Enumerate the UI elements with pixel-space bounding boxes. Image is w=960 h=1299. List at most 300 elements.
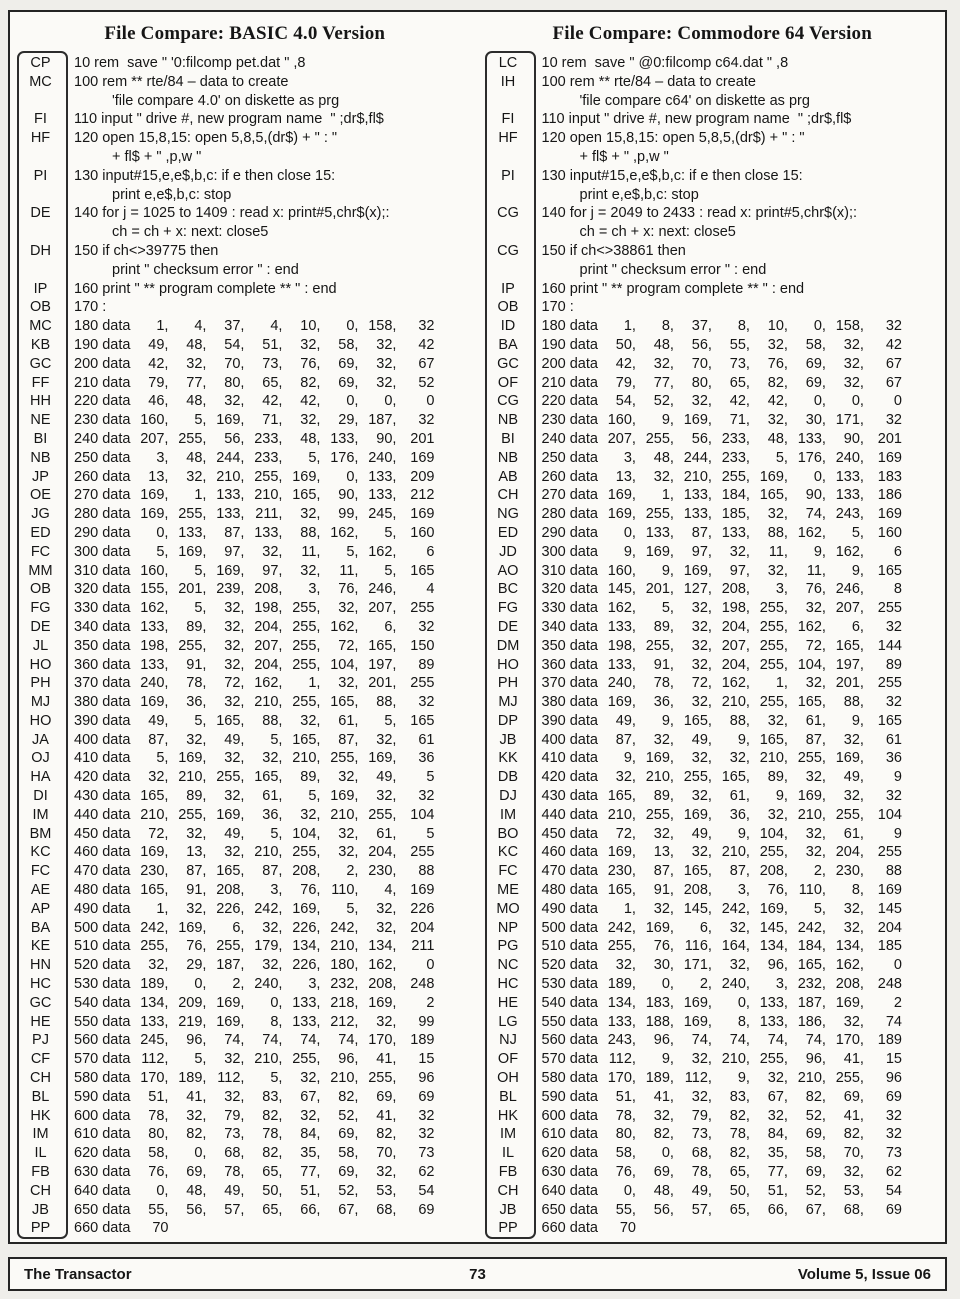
data-value: 32, <box>767 412 788 429</box>
data-line <box>14 1219 476 1238</box>
data-line <box>14 1031 476 1050</box>
data-value: 32, <box>262 919 283 936</box>
data-line-label: 410 data <box>74 750 131 767</box>
data-value: 32, <box>262 543 283 560</box>
data-line <box>482 392 944 411</box>
data-value: 210, <box>330 1070 359 1087</box>
checksum-code: FF <box>31 374 50 391</box>
data-value: 96, <box>186 1032 207 1049</box>
data-value: 89 <box>418 656 435 673</box>
code-text: 150 if ch<>38861 then <box>541 242 686 259</box>
checksum-code: IM <box>499 806 517 823</box>
checksum-code: HC <box>30 976 51 993</box>
data-value: 0, <box>813 318 826 335</box>
data-value: 104, <box>330 656 359 673</box>
data-value: 32, <box>300 562 321 579</box>
data-value: 76, <box>615 1164 636 1181</box>
data-value: 165 <box>877 712 902 729</box>
code-line <box>482 129 944 148</box>
data-value: 88, <box>729 712 750 729</box>
data-value: 3, <box>737 882 750 899</box>
data-line-label: 640 data <box>541 1182 598 1199</box>
data-line-label: 290 data <box>541 524 598 541</box>
data-value: 41, <box>376 1107 397 1124</box>
data-line-label: 620 data <box>541 1145 598 1162</box>
data-value: 245, <box>368 506 397 523</box>
code-line <box>482 280 944 299</box>
data-value: 32, <box>691 844 712 861</box>
data-line <box>14 994 476 1013</box>
data-value: 32, <box>300 712 321 729</box>
data-value: 87, <box>148 731 169 748</box>
data-line <box>14 1050 476 1069</box>
data-line-label: 450 data <box>74 825 131 842</box>
data-line-label: 550 data <box>74 1013 131 1030</box>
data-value: 70, <box>691 355 712 372</box>
data-value: 169, <box>140 487 169 504</box>
data-line-label: 490 data <box>74 900 131 917</box>
data-value: 32, <box>653 355 674 372</box>
data-value: 54 <box>418 1182 435 1199</box>
code-line <box>14 110 476 129</box>
data-value: 208, <box>721 581 750 598</box>
data-value: 5, <box>384 712 397 729</box>
data-value: 71, <box>262 412 283 429</box>
checksum-code: ME <box>497 882 519 899</box>
data-value: 207, <box>835 600 864 617</box>
data-value: 1, <box>623 318 636 335</box>
data-value: 32, <box>767 336 788 353</box>
code-continuation-line <box>14 148 476 167</box>
data-line <box>482 712 944 731</box>
data-value: 1, <box>156 318 169 335</box>
data-value: 255, <box>759 600 788 617</box>
code-line <box>14 129 476 148</box>
data-value: 77, <box>653 374 674 391</box>
data-value: 133, <box>330 430 359 447</box>
data-value: 76, <box>186 938 207 955</box>
data-value: 110, <box>798 882 826 899</box>
data-value: 5, <box>813 900 826 917</box>
data-value: 9, <box>661 412 674 429</box>
data-value: 210, <box>797 1070 826 1087</box>
data-value: 32, <box>653 731 674 748</box>
data-value: 32, <box>729 750 750 767</box>
data-value: 54, <box>224 336 245 353</box>
data-value: 255, <box>140 938 169 955</box>
data-value: 255, <box>178 806 207 823</box>
data-value: 10, <box>767 318 788 335</box>
data-value: 56, <box>653 1201 674 1218</box>
checksum-code <box>17 261 64 280</box>
data-value: 104 <box>877 806 902 823</box>
data-value: 49, <box>224 1182 245 1199</box>
data-value: 69 <box>418 1201 435 1218</box>
data-value: 69, <box>805 374 826 391</box>
data-line-label: 290 data <box>74 524 131 541</box>
data-value: 165, <box>683 712 712 729</box>
data-value: 87, <box>615 731 636 748</box>
data-value: 160, <box>607 412 636 429</box>
checksum-code: BM <box>29 825 52 842</box>
data-value: 69, <box>843 1088 864 1105</box>
data-value: 255, <box>759 694 788 711</box>
code-text: 160 print " ** program complete ** " : end <box>74 280 337 297</box>
data-value: 51, <box>148 1088 169 1105</box>
data-line-label: 650 data <box>541 1201 598 1218</box>
data-value: 67 <box>885 374 902 391</box>
data-value: 5, <box>194 600 207 617</box>
data-value: 183, <box>645 994 674 1011</box>
data-line <box>482 1013 944 1032</box>
data-value: 49, <box>691 825 712 842</box>
data-value: 32, <box>186 355 207 372</box>
data-value: 88 <box>418 863 435 880</box>
code-text: 120 open 15,8,15: open 5,8,5,(dr$) + " : " <box>74 130 338 147</box>
data-value: 32 <box>885 788 902 805</box>
code-line <box>482 298 944 317</box>
data-value: 145, <box>607 581 636 598</box>
data-value: 204, <box>254 656 283 673</box>
data-value: 169 <box>410 882 435 899</box>
checksum-code: AO <box>497 562 519 579</box>
data-value: 0, <box>813 393 826 410</box>
code-continuation-line <box>482 261 944 280</box>
data-line <box>482 994 944 1013</box>
checksum-code: DE <box>497 618 519 635</box>
checksum-code: IP <box>501 280 515 297</box>
data-value: 5 <box>426 769 435 786</box>
data-value: 51, <box>262 336 283 353</box>
data-value: 78, <box>729 1126 750 1143</box>
data-value: 58, <box>148 1145 169 1162</box>
data-value: 255, <box>759 618 788 635</box>
data-value: 180, <box>330 957 359 974</box>
data-value: 165, <box>254 769 283 786</box>
data-line-label: 230 data <box>541 412 598 429</box>
checksum-code: PI <box>33 167 48 184</box>
data-value: 169, <box>216 1013 245 1030</box>
data-line-label: 270 data <box>74 487 131 504</box>
data-line <box>482 900 944 919</box>
data-line-label: 420 data <box>74 769 131 786</box>
code-text: ch = ch + x: next: close5 <box>579 224 736 241</box>
data-line <box>482 468 944 487</box>
data-value: 240, <box>835 449 864 466</box>
checksum-code: OF <box>497 374 519 391</box>
data-value: 2 <box>893 994 902 1011</box>
data-value: 9, <box>737 731 750 748</box>
data-value: 82, <box>338 1088 359 1105</box>
data-value: 169, <box>683 806 712 823</box>
data-value: 68, <box>376 1201 397 1218</box>
data-value: 97, <box>729 562 750 579</box>
listing-title: File Compare: Commodore 64 Version <box>552 23 873 44</box>
data-value: 11, <box>768 543 788 560</box>
data-value: 74 <box>885 1013 902 1030</box>
data-value: 69, <box>805 1164 826 1181</box>
data-line-label: 480 data <box>74 882 131 899</box>
data-value: 162, <box>330 618 359 635</box>
data-value: 70, <box>843 1145 864 1162</box>
data-line-label: 200 data <box>74 355 131 372</box>
data-line <box>482 336 944 355</box>
data-value: 185, <box>721 506 750 523</box>
data-value: 48, <box>186 393 207 410</box>
data-value: 49, <box>148 336 169 353</box>
data-value: 255 <box>410 844 435 861</box>
data-value: 169, <box>683 994 712 1011</box>
data-value: 78, <box>148 1107 169 1124</box>
checksum-code: CP <box>30 55 51 71</box>
data-line-label: 390 data <box>541 712 598 729</box>
data-line <box>14 1013 476 1032</box>
data-value: 5, <box>661 600 674 617</box>
data-value: 32, <box>691 637 712 654</box>
data-value: 162, <box>607 600 636 617</box>
data-value: 4, <box>384 882 397 899</box>
data-value: 0, <box>156 1182 169 1199</box>
data-value: 184, <box>721 487 750 504</box>
data-value: 57, <box>691 1201 712 1218</box>
data-value: 179, <box>254 938 283 955</box>
data-line <box>14 656 476 675</box>
data-value: 0, <box>194 1145 207 1162</box>
data-value: 165, <box>759 487 788 504</box>
data-line <box>14 937 476 956</box>
data-line-label: 340 data <box>541 618 598 635</box>
data-line <box>482 618 944 637</box>
data-value: 32, <box>767 806 788 823</box>
data-line <box>482 975 944 994</box>
data-value: 6 <box>426 543 435 560</box>
data-value: 5, <box>194 712 207 729</box>
checksum-code: JG <box>31 506 50 523</box>
data-value: 255, <box>759 637 788 654</box>
data-value: 67, <box>338 1201 359 1218</box>
data-value: 69 <box>885 1201 902 1218</box>
checksum-code: NE <box>30 412 51 429</box>
data-value: 187, <box>216 957 245 974</box>
data-value: 112, <box>684 1070 712 1087</box>
data-line-label: 280 data <box>541 506 598 523</box>
code-text: 140 for j = 1025 to 1409 : read x: print#5,chr$(x);: <box>74 205 390 222</box>
data-value: 184, <box>797 938 826 955</box>
data-value: 2, <box>346 863 359 880</box>
data-line <box>14 580 476 599</box>
data-value: 134, <box>835 938 864 955</box>
data-value: 65, <box>262 1164 283 1181</box>
checksum-code: NJ <box>499 1032 517 1049</box>
data-value: 96, <box>805 1051 826 1068</box>
checksum-code: KC <box>30 844 51 861</box>
data-value: 69, <box>805 1126 826 1143</box>
data-value: 32, <box>843 336 864 353</box>
checksum-code: KK <box>498 750 518 767</box>
data-value: 77, <box>767 1164 788 1181</box>
data-line-label: 210 data <box>541 374 598 391</box>
data-value: 32 <box>885 618 902 635</box>
data-value: 169, <box>178 750 207 767</box>
data-value: 169, <box>683 562 712 579</box>
data-value: 32, <box>186 731 207 748</box>
data-value: 42, <box>148 355 169 372</box>
data-value: 32, <box>224 656 245 673</box>
data-line <box>14 468 476 487</box>
data-value: 169, <box>683 1013 712 1030</box>
data-value: 245, <box>140 1032 169 1049</box>
data-value: 58, <box>615 1145 636 1162</box>
checksum-code: NG <box>497 506 519 523</box>
data-value: 255, <box>683 769 712 786</box>
checksum-code: NB <box>497 449 519 466</box>
data-value: 210, <box>254 844 283 861</box>
checksum-code: FC <box>498 863 518 880</box>
data-value: 171, <box>835 412 864 429</box>
data-value: 127, <box>683 581 712 598</box>
checksum-code: HK <box>30 1107 51 1124</box>
data-value: 155, <box>140 581 169 598</box>
data-line-label: 540 data <box>541 994 598 1011</box>
data-value: 74, <box>767 1032 788 1049</box>
data-line-label: 220 data <box>541 393 598 410</box>
data-value: 87, <box>338 731 359 748</box>
checksum-code <box>17 148 64 167</box>
data-value: 255, <box>178 506 207 523</box>
data-value: 255, <box>292 637 321 654</box>
data-value: 207, <box>140 430 169 447</box>
data-value: 36, <box>262 806 283 823</box>
data-value: 70, <box>376 1145 397 1162</box>
checksum-code: HH <box>30 393 51 410</box>
data-value: 165, <box>759 731 788 748</box>
data-value: 255, <box>797 750 826 767</box>
data-value: 89, <box>653 788 674 805</box>
data-value: 56, <box>691 430 712 447</box>
data-value: 87, <box>224 524 245 541</box>
data-value: 32, <box>843 900 864 917</box>
data-value: 204, <box>368 844 397 861</box>
checksum-code: FI <box>501 111 515 128</box>
data-line <box>482 1182 944 1201</box>
data-value: 5, <box>270 1070 283 1087</box>
data-value: 5, <box>775 449 788 466</box>
checksum-code: NP <box>497 919 519 936</box>
data-value: 46, <box>148 393 169 410</box>
data-line-label: 260 data <box>541 468 598 485</box>
data-value: 9, <box>661 1051 674 1068</box>
data-value: 0, <box>346 468 359 485</box>
data-line-label: 630 data <box>541 1164 598 1181</box>
data-value: 0, <box>737 994 750 1011</box>
data-line-label: 580 data <box>541 1070 598 1087</box>
data-value: 207, <box>721 637 750 654</box>
data-value: 169, <box>140 506 169 523</box>
data-value: 133, <box>683 506 712 523</box>
data-value: 226, <box>292 957 321 974</box>
checksum-code <box>17 92 64 111</box>
data-line-label: 380 data <box>541 694 598 711</box>
checksum-code: KC <box>497 844 519 861</box>
code-continuation-line <box>482 148 944 167</box>
data-line <box>14 862 476 881</box>
data-value: 74, <box>262 1032 283 1049</box>
data-value: 165, <box>216 712 245 729</box>
data-value: 82, <box>729 1107 750 1124</box>
data-line-label: 340 data <box>74 618 131 635</box>
data-value: 8 <box>893 581 902 598</box>
data-line <box>482 1144 944 1163</box>
data-value: 76, <box>338 581 359 598</box>
data-value: 32, <box>843 919 864 936</box>
data-value: 78, <box>224 1164 245 1181</box>
data-line <box>482 806 944 825</box>
data-value: 2 <box>426 994 435 1011</box>
data-value: 242, <box>607 919 636 936</box>
data-value: 32, <box>805 675 826 692</box>
data-value: 246, <box>368 581 397 598</box>
data-value: 89, <box>300 769 321 786</box>
data-value: 255 <box>410 675 435 692</box>
data-value: 99 <box>418 1013 435 1030</box>
data-line <box>482 731 944 750</box>
data-value: 42, <box>767 393 788 410</box>
data-line <box>482 1050 944 1069</box>
data-value: 32, <box>843 374 864 391</box>
data-value: 5, <box>156 750 169 767</box>
data-value: 243, <box>835 506 864 523</box>
data-value: 9, <box>737 1070 750 1087</box>
data-value: 169, <box>759 468 788 485</box>
checksum-code: GC <box>29 355 52 372</box>
data-value: 198, <box>254 600 283 617</box>
data-value: 244, <box>216 449 245 466</box>
data-line <box>14 731 476 750</box>
checksum-code: HO <box>29 656 52 673</box>
data-value: 32, <box>224 844 245 861</box>
data-value: 90, <box>376 430 397 447</box>
data-value: 82, <box>300 374 321 391</box>
data-value: 54, <box>615 393 636 410</box>
data-value: 165, <box>140 788 169 805</box>
data-value: 169, <box>178 919 207 936</box>
data-value: 32, <box>843 731 864 748</box>
data-value: 255, <box>645 806 674 823</box>
data-value: 68, <box>691 1145 712 1162</box>
data-value: 55, <box>615 1201 636 1218</box>
data-value: 5, <box>851 524 864 541</box>
data-value: 169, <box>292 900 321 917</box>
data-value: 242, <box>797 919 826 936</box>
data-value: 145, <box>759 919 788 936</box>
data-value: 210, <box>797 806 826 823</box>
data-value: 32, <box>148 769 169 786</box>
data-line <box>482 1219 944 1238</box>
data-value: 58, <box>338 336 359 353</box>
data-value: 9, <box>623 543 636 560</box>
data-line-label: 420 data <box>541 769 598 786</box>
data-value: 248 <box>877 976 902 993</box>
data-value: 36, <box>653 694 674 711</box>
data-value: 165, <box>216 863 245 880</box>
data-value: 170, <box>607 1070 636 1087</box>
data-value: 32, <box>843 1013 864 1030</box>
data-value: 84, <box>300 1126 321 1143</box>
checksum-code: HE <box>497 994 519 1011</box>
data-value: 133, <box>368 468 397 485</box>
checksum-code: MJ <box>498 694 518 711</box>
data-value: 255, <box>178 430 207 447</box>
